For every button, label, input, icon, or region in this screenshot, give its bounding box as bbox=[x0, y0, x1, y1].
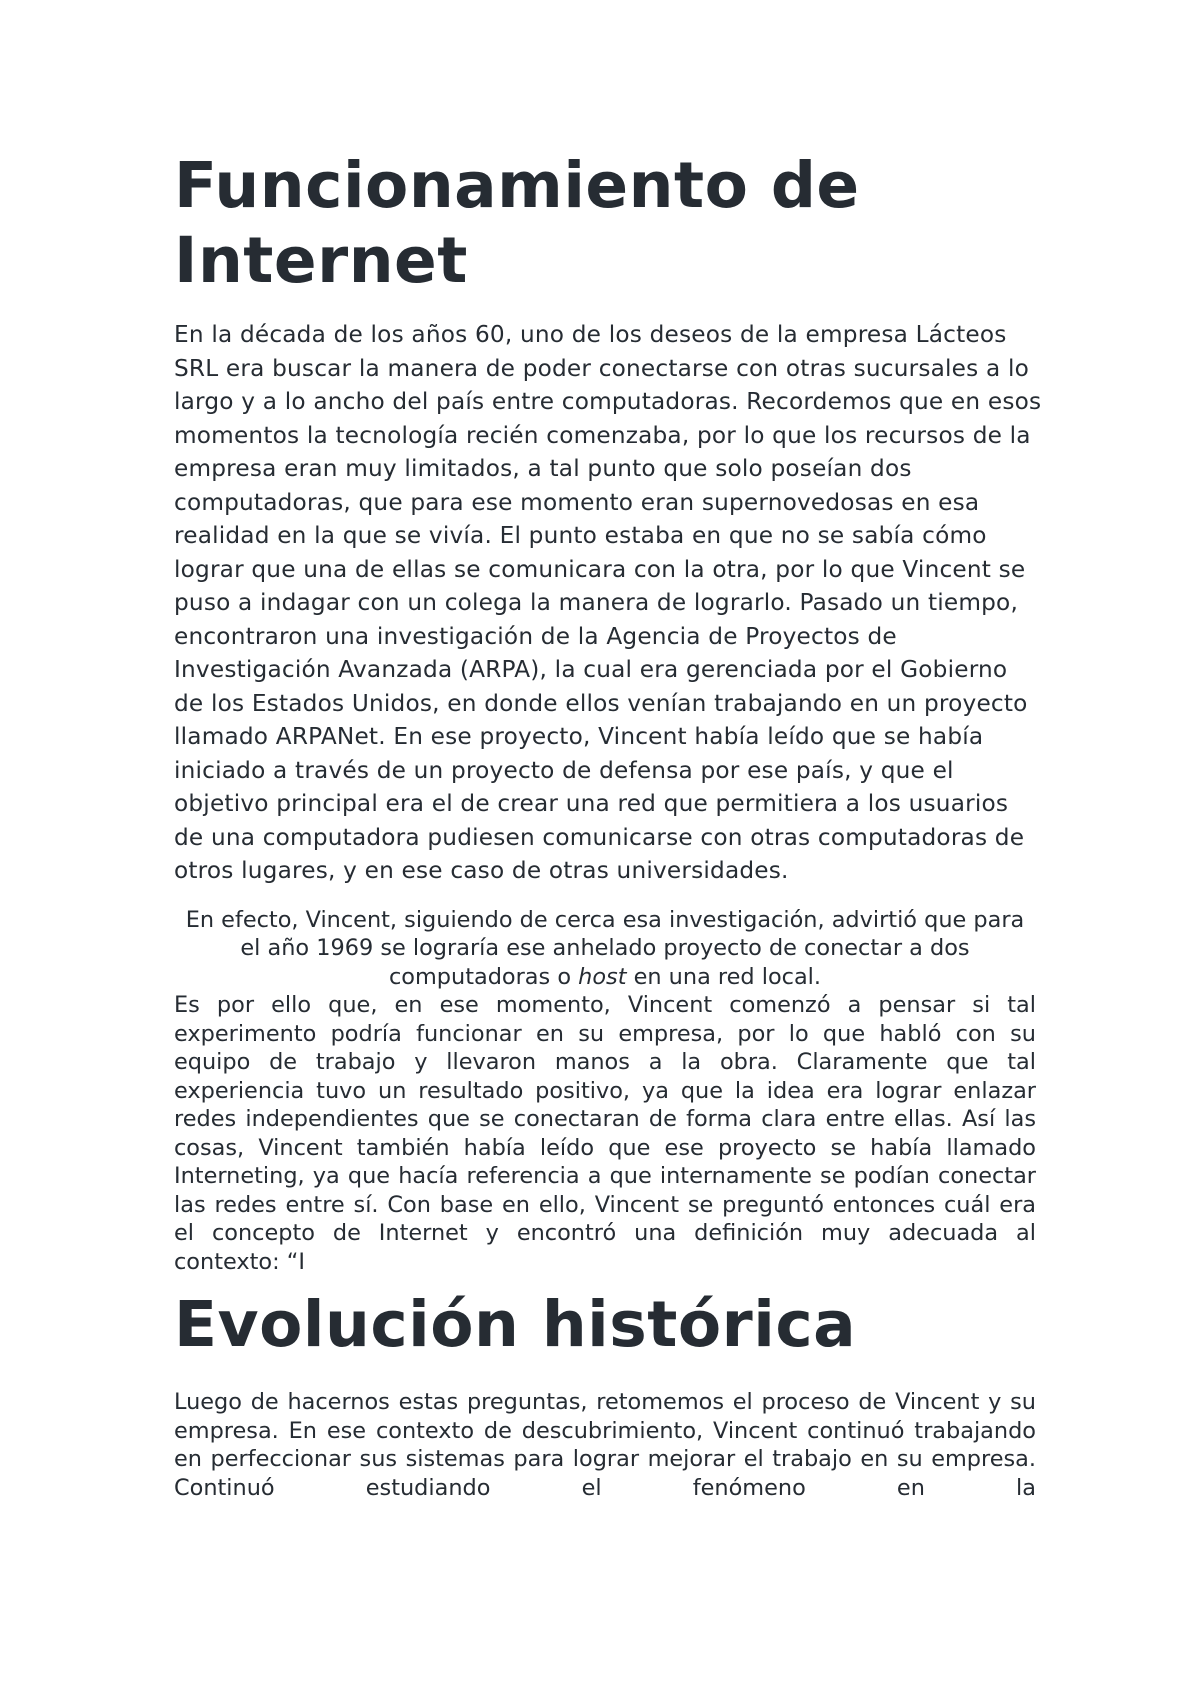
document-title: Funcionamiento de Internet bbox=[174, 149, 860, 297]
justified-paragraph: Es por ello que, en ese momento, Vincent comenzó a pensar si tal experimento podría funcionar en su empresa, por lo que habló con su equipo de trabajo y llevaron manos a la obra. Claramente que tal experiencia tuvo un resultado positivo, ya que la idea era lograr enlazar redes independientes que se conectaran de forma clara entre ellas. Así las cosas, Vincent también había leído que ese proyecto se había llamado Interneting, ya que hacía referencia a que internamente se podían conectar las redes entre sí. Con base en ello, Vincent se preguntó entonces cuál era el concepto de Internet y encontró una definición muy adecuada al contexto: “I bbox=[174, 992, 1036, 1275]
centered-paragraph bbox=[174, 906, 1036, 992]
centered-paragraph-text-start: En efecto, Vincent, siguiendo de cerca esa investigación, advirtió que para el año 1969 se lograría ese anhelado proyecto de conectar a dos computadoras o bbox=[185, 906, 1025, 990]
intro-paragraph: En la década de los años 60, uno de los deseos de la empresa Lácteos SRL era buscar la manera de poder conectarse con otras sucursales a lo largo y a lo ancho del país entre computadoras. Recordemos que en esos momentos la tecnología recién comenzaba, por lo que los recursos de la empresa eran muy limitados, a tal punto que solo poseían dos computadoras, que para ese momento eran supernovedosas en esa realidad en la que se vivía. El punto estaba en que no se sabía cómo lograr que una de ellas se comunicara con la otra, por lo que Vincent se puso a indagar con un colega la manera de lograrlo. Pasado un tiempo, encontraron una investigación de la Agencia de Proyectos de Investigación Avanzada (ARPA), la cual era gerenciada por el Gobierno de los Estados Unidos, en donde ellos venían trabajando en un proyecto llamado ARPANet. En ese proyecto, Vincent había leído que se había iniciado a través de un proyecto de defensa por ese país, y que el objetivo principal era el de crear una red que permitiera a los usuarios de una computadora pudiesen comunicarse con otras computadoras de otros lugares, y en ese caso de otras universidades. bbox=[174, 321, 1042, 884]
section-heading: Evolución histórica bbox=[174, 1288, 857, 1361]
final-paragraph: Luego de hacernos estas preguntas, retomemos el proceso de Vincent y su empresa. En ese contexto de descubrimiento, Vincent continuó trabajando en perfeccionar sus sistemas para lograr mejorar el trabajo en su empresa. Continuó estudiando el fenómeno en la bbox=[174, 1389, 1036, 1501]
document-body bbox=[174, 148, 1042, 1502]
host-italic-term: host bbox=[578, 963, 627, 990]
centered-paragraph-text-end: en una red local. bbox=[626, 963, 822, 990]
